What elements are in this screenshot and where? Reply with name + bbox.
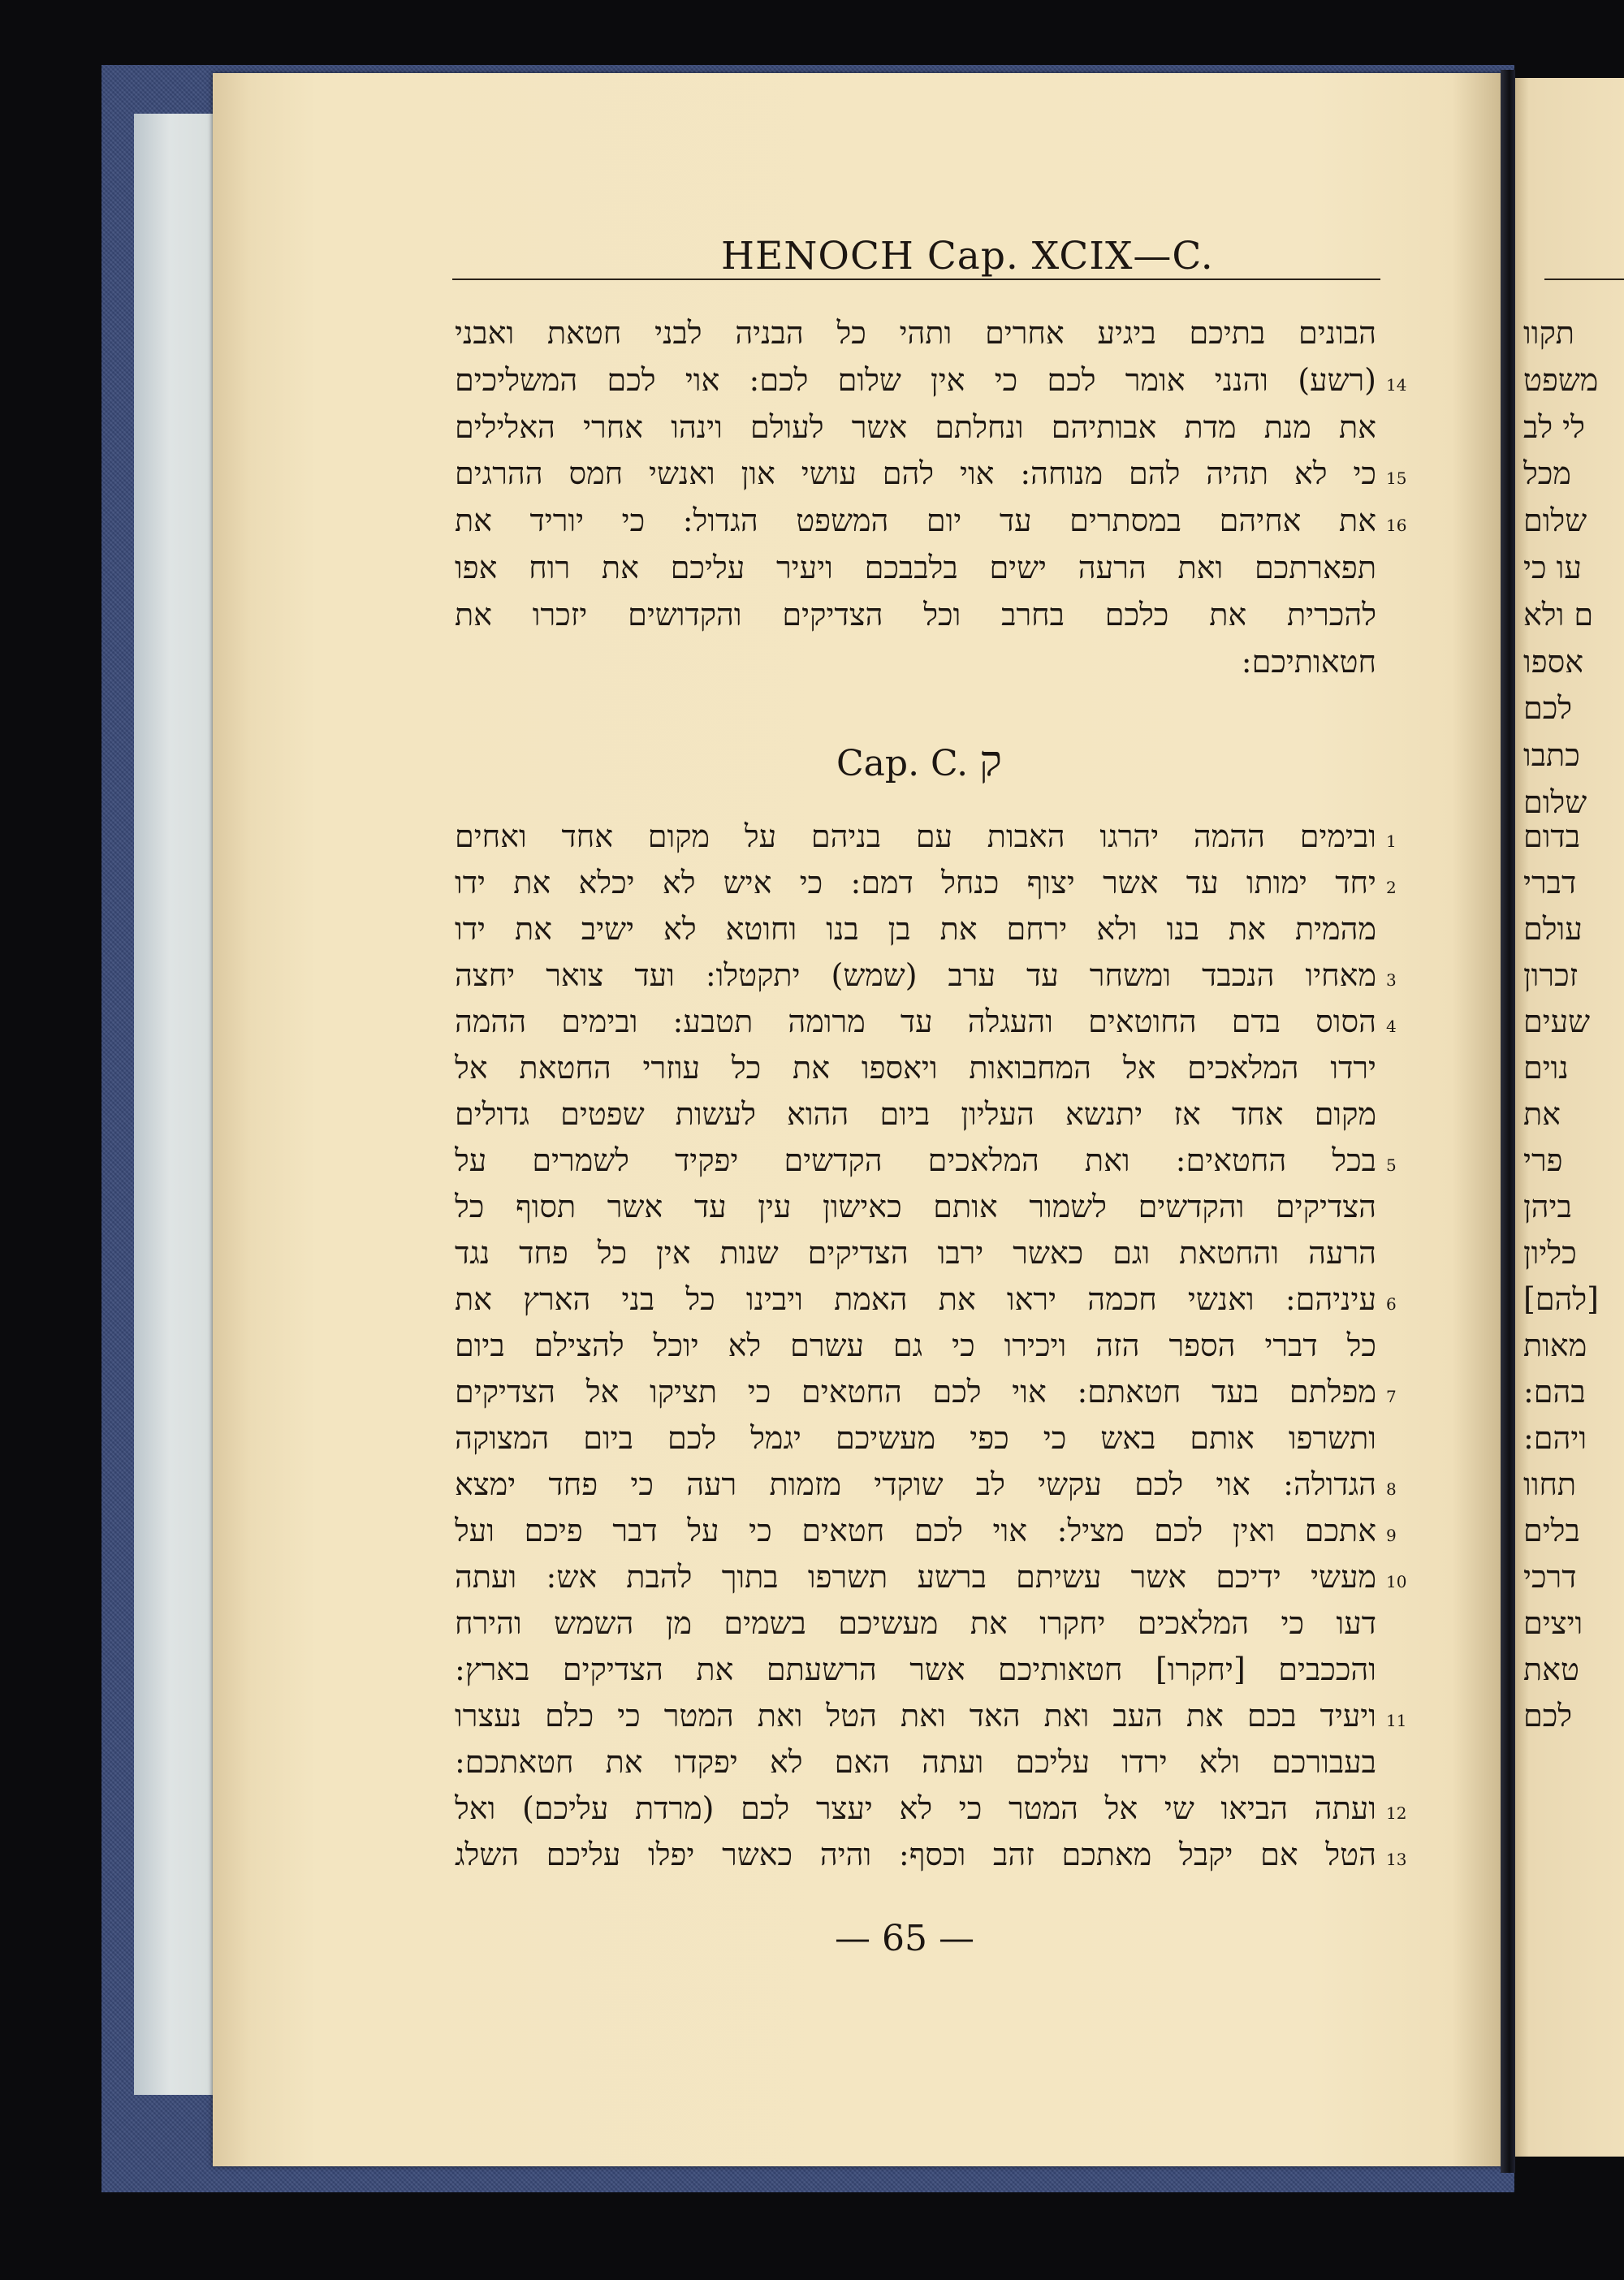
facing-line: עולם — [1523, 911, 1583, 947]
text-line: אתכם ואין לכם מציל: אוי לכם חטאים כי על דבר פיכם ועל — [455, 1513, 1376, 1548]
facing-line: פרי — [1523, 1142, 1563, 1178]
verse-number: 15 — [1386, 469, 1407, 489]
verse-number: 2 — [1386, 878, 1397, 897]
facing-line: ם ולא — [1523, 596, 1594, 633]
verse-number: 5 — [1386, 1155, 1397, 1175]
text-line: כל דברי הספר הזה ויכירו כי גם עשרם לא יוכל להצילם ביום — [455, 1328, 1376, 1363]
verse-number: 14 — [1386, 374, 1407, 395]
text-line: ירדו המלאכים אל המחבואות ויאספו את כל עוזרי החטאת אל — [455, 1050, 1376, 1086]
text-line: את אחיהם במסתרים עד יום המשפט הגדול: כי יוריד את — [455, 503, 1376, 539]
facing-page — [1515, 78, 1624, 2157]
text-line: דעו כי המלאכים יחקרו את מעשיכם בשמים מן השמש והירח — [455, 1605, 1376, 1641]
verse-number: 1 — [1386, 831, 1397, 851]
text-line: הרעה והחטאת וגם כאשר ירבו הצדיקים שנות אין כל פחד נגד — [455, 1235, 1376, 1271]
facing-line: לכם — [1523, 1698, 1573, 1734]
facing-line: שלום — [1523, 784, 1587, 820]
text-line: הבונים בתיכם ביגיע אחרים ותהי כל הבניה לבני חטאת ואבני — [455, 315, 1376, 351]
text-line: מקום אחד אז יתנשא העליון ביום ההוא לעשות שפטים גדולים — [455, 1096, 1376, 1132]
facing-line: דברי — [1523, 865, 1577, 900]
facing-line: מאות — [1523, 1328, 1587, 1363]
facing-line: את — [1523, 1096, 1561, 1132]
facing-line: בהם: — [1523, 1374, 1586, 1410]
facing-line: נוים — [1523, 1050, 1569, 1086]
facing-line: עו כי — [1523, 550, 1582, 585]
facing-line: [להם] — [1523, 1281, 1599, 1317]
verse-number: 16 — [1386, 516, 1407, 536]
text-line: כי לא תהיה להם מנוחה: אוי להם עושי און ואנשי חמס ההרגים — [455, 456, 1376, 492]
text-line: הטל אם יקבל מאתכם זהב וכסף: והיה כאשר יפלו עליכם השלג — [455, 1837, 1376, 1872]
text-line: ועתה הביאו שי אל המטר כי לא יעצר לכם (מרדת עליכם) ואל — [455, 1790, 1376, 1826]
facing-line: ויהם: — [1523, 1420, 1587, 1456]
facing-line: אספו — [1523, 643, 1584, 680]
facing-line: בדום — [1523, 818, 1581, 854]
text-line: להכרית את כלכם בחרב וכל הצדיקים והקדושים יזכרו את — [455, 596, 1376, 633]
verse-number: 7 — [1386, 1387, 1397, 1406]
facing-head-rule — [1544, 279, 1624, 280]
verse-number: 10 — [1386, 1572, 1407, 1591]
text-line: חטאותיכם: — [1241, 643, 1376, 680]
verse-number: 8 — [1386, 1479, 1397, 1499]
text-line: תפארתכם ואת הרעה ישים בלבבכם ויעיר עליכם את רוח אפו — [455, 550, 1376, 585]
chapter-heading-hebrew: ק — [979, 737, 1002, 786]
facing-line: תחוו — [1523, 1466, 1577, 1502]
verse-number: 4 — [1386, 1017, 1397, 1036]
text-line: ותשרפו אותם באש כי כפי מעשיכם יגמל לכם ביום המצוקה — [455, 1420, 1376, 1456]
text-line: הצדיקים והקדשים לשמור אותם כאישון עין עד אשר תסוף כל — [455, 1189, 1376, 1224]
text-line: (רשע) והנני אומר לכם כי אין שלום לכם: אוי לכם המשליכים — [455, 361, 1376, 398]
text-line: את מנת מדת אבותיהם ונחלתם אשר לעולם וינהו אחרי האלילים — [455, 408, 1376, 445]
chapter-heading-latin: Cap. C. — [836, 743, 969, 784]
facing-line: ביהן — [1523, 1189, 1572, 1224]
text-line: מפלתם בעד חטאתם: אוי לכם החטאים כי תציקו אל הצדיקים — [455, 1374, 1376, 1410]
text-line: בעבורכם ולא ירדו עליכם ועתה האם לא יפקדו את חטאתכם: — [455, 1744, 1376, 1780]
verse-number: 12 — [1386, 1803, 1407, 1823]
text-line: מהמית את בנו ולא ירחם את בן בנו וחוטא לא ישיב את ידו — [455, 911, 1376, 947]
verse-number: 6 — [1386, 1294, 1397, 1314]
facing-line: טאת — [1523, 1652, 1579, 1687]
facing-line: שלום — [1523, 503, 1587, 539]
verse-number: 11 — [1386, 1711, 1407, 1730]
text-line: מעשי ידיכם אשר עשיתם ברשע תשרפו בתוך להבת אש: ועתה — [455, 1559, 1376, 1595]
text-line: הגדולה: אוי לכם עקשי לב שוקדי מזמות רעה כי פחד ימצא — [455, 1466, 1376, 1502]
verse-number: 13 — [1386, 1850, 1407, 1869]
verse-number: 9 — [1386, 1526, 1397, 1545]
facing-line: שעים — [1523, 1004, 1591, 1039]
flyleaf — [134, 114, 223, 2095]
facing-line: תקוו — [1523, 315, 1574, 351]
facing-line: כליון — [1523, 1235, 1577, 1271]
facing-line: כתבו — [1523, 737, 1580, 774]
text-line: הסוס בדם החוטאים והעגלה עד מרומה תטבע: ובימים ההמה — [455, 1004, 1376, 1039]
verse-number: 3 — [1386, 970, 1397, 990]
facing-line: זכרון — [1523, 957, 1579, 993]
page-number: — 65 — — [835, 1918, 974, 1959]
text-line: עיניהם: ואנשי חכמה יראו את האמת ויבינו כל בני הארץ את — [455, 1281, 1376, 1317]
text-line: והככבים [יחקרו] חטאותיכם אשר הרשעתם את הצדיקים בארץ: — [455, 1652, 1376, 1687]
facing-line: מכל — [1523, 456, 1571, 492]
facing-line: דרכי — [1523, 1559, 1577, 1595]
text-line: ובימים ההמה יהרגו האבות עם בניהם על מקום אחד ואחים — [455, 818, 1376, 854]
chapter-heading — [836, 737, 1002, 786]
text-line: בכל החטאים: ואת המלאכים הקדשים יפקיד לשמרים על — [455, 1142, 1376, 1178]
book-gutter — [1501, 70, 1515, 2173]
facing-line: לי לב — [1523, 408, 1585, 445]
facing-line: לכם — [1523, 690, 1573, 727]
text-line: מאחיו הנכבד ומשחר עד ערב (שמש) יתקטלו: ועד צואר יחצה — [455, 957, 1376, 993]
facing-line: בלים — [1523, 1513, 1580, 1548]
facing-line: משפט — [1523, 361, 1599, 398]
text-line: ויעיד בכם את העב ואת האד ואת הטל ואת המטר כי כלם נעצרו — [455, 1698, 1376, 1734]
running-head: HENOCH Cap. XCIX—C. — [721, 234, 1214, 279]
head-rule — [452, 279, 1380, 280]
facing-line: ויצים — [1523, 1605, 1583, 1641]
text-line: יחד ימותו עד אשר יצוף כנחל דמם: כי איש לא יכלא את ידו — [455, 865, 1376, 900]
